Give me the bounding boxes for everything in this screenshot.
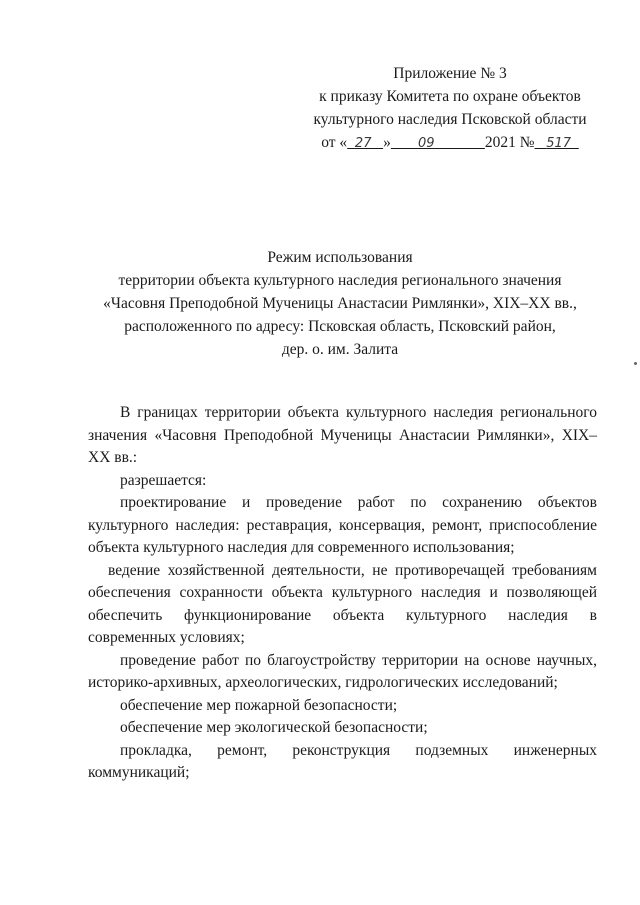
list-item-landscaping: проведение работ по благоустройству территории на основе научных, историко-архивных, археологических, гидрологических исследований; xyxy=(88,651,597,691)
title-line-1: Режим использования xyxy=(267,249,413,266)
allowed-heading: разрешается: xyxy=(120,471,207,489)
title-line-3: «Часовня Преподобной Мученицы Анастасии Римлянки», XIX–XX вв., xyxy=(103,295,577,312)
appendix-number: Приложение № 3 xyxy=(393,65,507,82)
order-number: 517 xyxy=(546,136,572,151)
document-body xyxy=(88,402,597,785)
list-item-fire-safety: обеспечение мер пожарной безопасности; xyxy=(120,696,398,714)
appendix-order-line: к приказу Комитета по охране объектов xyxy=(319,88,581,105)
date-month: 09 xyxy=(417,136,435,151)
appendix-header xyxy=(300,62,600,155)
title-line-5: дер. о. им. Залита xyxy=(281,341,399,358)
scan-speck xyxy=(634,362,637,365)
order-number-field xyxy=(535,134,579,151)
date-day-field xyxy=(347,134,383,151)
date-year: 2021 № xyxy=(484,134,535,151)
list-item-economic: ведение хозяйственной деятельности, не противоречащей требованиям обеспечения сохранности объекта культурного наследия и позволяющей обеспечить функционирование объекта культурного наследия в современных условиях; xyxy=(88,561,597,646)
list-item-eco-safety: обеспечение мер экологической безопасности; xyxy=(120,719,428,736)
appendix-date-line xyxy=(300,131,600,155)
intro-paragraph: В границах территории объекта культурного наследия регионального значения «Часовня Преподобной Мученицы Анастасии Римлянки», XIX–XX вв.: xyxy=(88,404,597,466)
list-item-design: проектирование и проведение работ по сохранению объектов культурного наследия: реставрация, консервация, ремонт, приспособление объекта культурного наследия для современного использования; xyxy=(88,494,597,556)
list-item-utilities: прокладка, ремонт, реконструкция подземных инженерных коммуникаций; xyxy=(88,741,597,781)
title-line-2: территории объекта культурного наследия регионального значения xyxy=(118,272,562,289)
date-month-field xyxy=(391,134,485,151)
title-line-4: расположенного по адресу: Псковская область, Псковский район, xyxy=(124,318,556,335)
date-day: 27 xyxy=(354,136,372,151)
date-prefix: от « xyxy=(321,134,348,151)
document-title xyxy=(80,246,600,361)
date-mid: » xyxy=(383,134,391,151)
appendix-committee-line: культурного наследия Псковской области xyxy=(313,111,587,128)
